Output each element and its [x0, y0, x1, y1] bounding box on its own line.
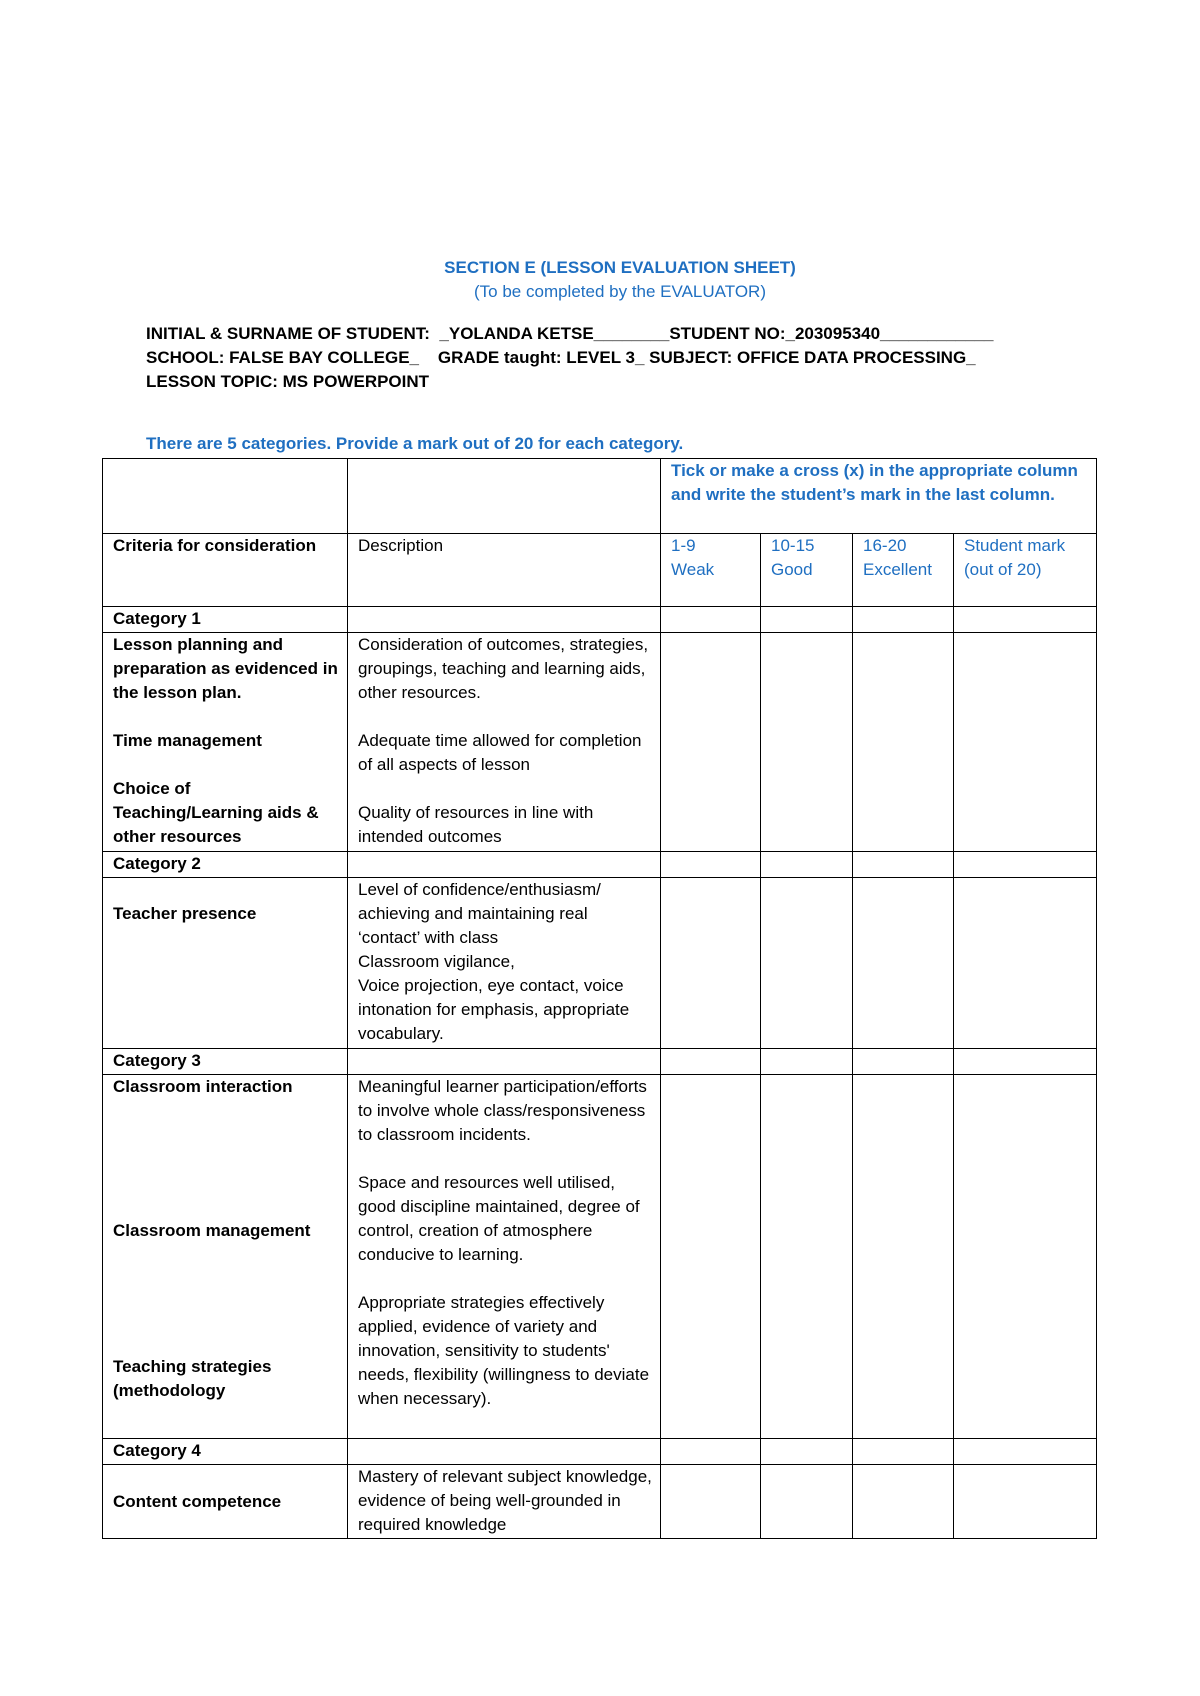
good-cell[interactable] [761, 1465, 853, 1539]
col-excellent-header [853, 534, 954, 607]
student-mark-cell[interactable] [954, 633, 1097, 852]
category-label: Category 1 [103, 607, 348, 633]
category-row [103, 607, 1097, 633]
description-text: Classroom vigilance, [358, 952, 515, 971]
category-row [103, 1049, 1097, 1075]
criteria-cell [103, 878, 348, 1049]
weak-cell[interactable] [661, 878, 761, 1049]
good-cell[interactable] [761, 852, 853, 878]
category-label: Category 2 [103, 852, 348, 878]
good-label: Good [771, 560, 813, 579]
criteria-text: Teacher presence [113, 904, 257, 923]
category-label: Category 4 [103, 1439, 348, 1465]
table-cell [348, 1439, 661, 1465]
table-row [103, 878, 1097, 1049]
evaluation-table [102, 458, 1097, 1539]
table-cell [348, 852, 661, 878]
good-cell[interactable] [761, 878, 853, 1049]
student-mark-cell[interactable] [954, 607, 1097, 633]
excellent-cell[interactable] [853, 1075, 954, 1439]
excellent-label: Excellent [863, 560, 932, 579]
criteria-text: Content competence [113, 1491, 282, 1511]
excellent-cell[interactable] [853, 1465, 954, 1539]
criteria-text: Classroom management [113, 1221, 311, 1240]
excellent-cell[interactable] [853, 607, 954, 633]
table-cell [348, 459, 661, 534]
criteria-cell [103, 1465, 348, 1539]
category-row [103, 1439, 1097, 1465]
mark-sub-label: (out of 20) [964, 560, 1042, 579]
school-info-line: SCHOOL: FALSE BAY COLLEGE_ GRADE taught: LEVEL 3_ SUBJECT: OFFICE DATA PROCESSING_ [146, 348, 976, 367]
good-cell[interactable] [761, 1049, 853, 1075]
page-subtitle: (To be completed by the EVALUATOR) [474, 282, 766, 301]
table-cell [348, 1049, 661, 1075]
excellent-cell[interactable] [853, 1049, 954, 1075]
weak-cell[interactable] [661, 607, 761, 633]
description-text: Level of confidence/enthusiasm/ achieving and maintaining real ‘contact’ with class [358, 880, 601, 947]
description-text: Quality of resources in line with intended outcomes [358, 803, 594, 846]
excellent-cell[interactable] [853, 878, 954, 1049]
description-text: Meaningful learner participation/efforts to involve whole class/responsiveness to classroom incidents. [358, 1077, 647, 1144]
table-row [103, 633, 1097, 852]
table-cell [103, 459, 348, 534]
good-cell[interactable] [761, 633, 853, 852]
student-mark-cell[interactable] [954, 878, 1097, 1049]
student-mark-cell[interactable] [954, 1049, 1097, 1075]
weak-label: Weak [671, 560, 715, 579]
criteria-text: Lesson planning and preparation as evidenced in the lesson plan. [113, 635, 338, 702]
weak-cell[interactable] [661, 1439, 761, 1465]
criteria-text: Teaching strategies (methodology [113, 1357, 272, 1400]
table-row [103, 1465, 1097, 1539]
description-text: Space and resources well utilised, good discipline maintained, degree of control, creation of atmosphere conducive to learning. [358, 1173, 640, 1264]
good-cell[interactable] [761, 1439, 853, 1465]
weak-cell[interactable] [661, 633, 761, 852]
description-cell [348, 1465, 661, 1539]
student-mark-cell[interactable] [954, 1465, 1097, 1539]
tick-instruction: Tick or make a cross (x) in the appropriate column and write the student’s mark in the last column. [661, 459, 1097, 534]
category-row [103, 852, 1097, 878]
weak-cell[interactable] [661, 852, 761, 878]
description-cell [348, 878, 661, 1049]
student-mark-cell[interactable] [954, 852, 1097, 878]
student-mark-cell[interactable] [954, 1439, 1097, 1465]
excellent-cell[interactable] [853, 633, 954, 852]
description-text: Appropriate strategies effectively applied, evidence of variety and innovation, sensitivity to students' needs, flexibility (willingness to deviate when necessary). [358, 1293, 650, 1408]
instruction-text: There are 5 categories. Provide a mark out of 20 for each category. [146, 434, 684, 453]
description-text: Consideration of outcomes, strategies, groupings, teaching and learning aids, other resources. [358, 635, 649, 702]
good-cell[interactable] [761, 1075, 853, 1439]
description-cell [348, 633, 661, 852]
good-range: 10-15 [771, 536, 815, 555]
excellent-cell[interactable] [853, 1439, 954, 1465]
col-good-header [761, 534, 853, 607]
criteria-cell [103, 633, 348, 852]
col-criteria-header: Criteria for consideration [103, 534, 348, 607]
criteria-text: Classroom interaction [113, 1077, 293, 1096]
col-student-mark-header [954, 534, 1097, 607]
criteria-text: Time management [113, 731, 262, 750]
col-weak-header [661, 534, 761, 607]
category-label: Category 3 [103, 1049, 348, 1075]
description-text: Voice projection, eye contact, voice intonation for emphasis, appropriate vocabulary. [358, 976, 630, 1043]
table-header-row [103, 534, 1097, 607]
weak-cell[interactable] [661, 1075, 761, 1439]
table-row [103, 1075, 1097, 1439]
page-title: SECTION E (LESSON EVALUATION SHEET) [444, 258, 796, 277]
criteria-text: Choice of Teaching/Learning aids & other resources [113, 779, 319, 846]
weak-cell[interactable] [661, 1465, 761, 1539]
table-row [103, 459, 1097, 534]
good-cell[interactable] [761, 607, 853, 633]
table-cell [348, 607, 661, 633]
excellent-range: 16-20 [863, 536, 907, 555]
col-description-header: Description [348, 534, 661, 607]
description-text: Mastery of relevant subject knowledge, evidence of being well-grounded in required knowledge [358, 1467, 652, 1534]
weak-range: 1-9 [671, 536, 696, 555]
student-mark-cell[interactable] [954, 1075, 1097, 1439]
description-text: Adequate time allowed for completion of all aspects of lesson [358, 731, 642, 774]
lesson-topic-line: LESSON TOPIC: MS POWERPOINT [146, 372, 430, 391]
criteria-cell [103, 1075, 348, 1439]
description-cell [348, 1075, 661, 1439]
mark-label: Student mark [964, 536, 1066, 555]
weak-cell[interactable] [661, 1049, 761, 1075]
student-info-line: INITIAL & SURNAME OF STUDENT: _YOLANDA KETSE________STUDENT NO:_203095340____________ [146, 324, 994, 343]
excellent-cell[interactable] [853, 852, 954, 878]
